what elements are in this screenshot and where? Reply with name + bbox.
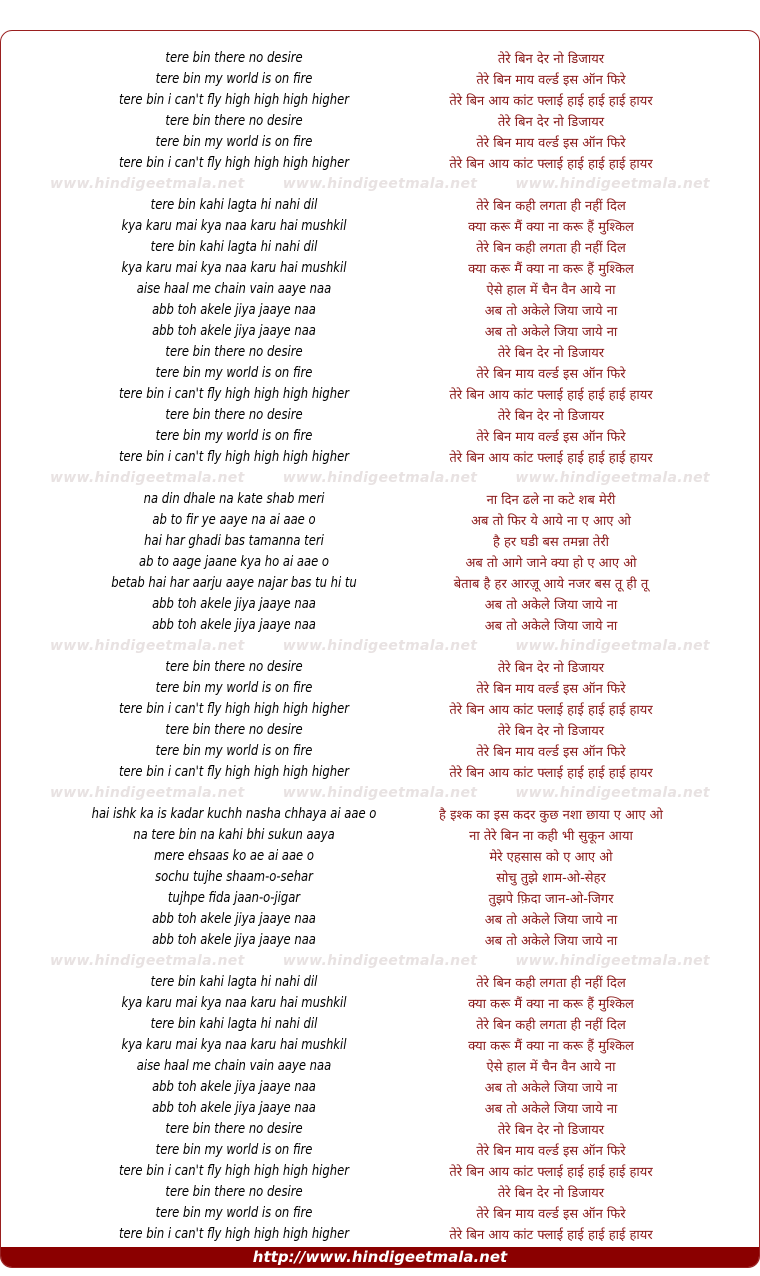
watermark-row <box>1 467 759 488</box>
lyric-devanagari: तेरे बिन माय वर्ल्ड इस ऑन फिरे <box>476 135 626 151</box>
lyric-line <box>1 1181 759 1202</box>
lyric-roman: tujhpe fida jaan-o-jigar <box>167 889 301 906</box>
lyric-roman: tere bin there no desire <box>165 406 303 423</box>
lyric-roman: tere bin kahi lagta hi nahi dil <box>150 196 318 213</box>
watermark-text: www.hindigeetmala.net <box>515 952 710 969</box>
lyric-line <box>1 215 759 236</box>
lyric-line <box>1 1139 759 1160</box>
lyric-devanagari: क्या करू मैं क्या ना करू हैं मुश्किल <box>468 996 634 1012</box>
lyric-devanagari: तेरे बिन आय कांट फ्लाई हाई हाई हाई हायर <box>449 1227 653 1243</box>
watermark-row <box>1 635 759 656</box>
lyric-line <box>1 740 759 761</box>
lyric-roman: abb toh akele jiya jaaye naa <box>152 931 316 948</box>
lyric-roman: tere bin my world is on fire <box>155 364 313 381</box>
lyric-line <box>1 68 759 89</box>
lyric-roman: ab to fir ye aaye na ai aae o <box>152 511 316 528</box>
lyric-line <box>1 551 759 572</box>
lyric-line <box>1 1202 759 1223</box>
lyric-line <box>1 593 759 614</box>
lyric-roman: tere bin my world is on fire <box>155 1204 313 1221</box>
lyric-devanagari: तेरे बिन माय वर्ल्ड इस ऑन फिरे <box>476 1206 626 1222</box>
lyric-devanagari: सोचु तुझे शाम-ओ-सेहर <box>496 870 606 886</box>
lyric-line <box>1 278 759 299</box>
lyric-line <box>1 929 759 950</box>
lyric-roman: tere bin kahi lagta hi nahi dil <box>150 238 318 255</box>
lyric-roman: tere bin kahi lagta hi nahi dil <box>150 973 318 990</box>
lyric-roman: tere bin i can't fly high high high higher <box>119 448 349 465</box>
lyric-line <box>1 89 759 110</box>
lyric-roman: tere bin i can't fly high high high higher <box>119 1162 349 1179</box>
lyric-line <box>1 677 759 698</box>
lyric-roman: tere bin kahi lagta hi nahi dil <box>150 1015 318 1032</box>
lyric-roman: tere bin i can't fly high high high higher <box>119 385 349 402</box>
lyric-line <box>1 383 759 404</box>
lyric-devanagari: तेरे बिन कही लगता ही नहीं दिल <box>476 240 626 256</box>
lyric-roman: tere bin i can't fly high high high higher <box>119 700 349 717</box>
lyric-roman: tere bin i can't fly high high high higher <box>119 763 349 780</box>
lyric-line <box>1 299 759 320</box>
lyric-roman: hai har ghadi bas tamanna teri <box>144 532 324 549</box>
lyric-devanagari: तेरे बिन आय कांट फ्लाई हाई हाई हाई हायर <box>449 702 653 718</box>
lyric-devanagari: तेरे बिन माय वर्ल्ड इस ऑन फिरे <box>476 72 626 88</box>
lyric-devanagari: तेरे बिन कही लगता ही नहीं दिल <box>476 1017 626 1033</box>
lyrics-stanza <box>1 803 759 950</box>
watermark-text: www.hindigeetmala.net <box>50 175 245 192</box>
lyric-devanagari: तेरे बिन देर नो डिजायर <box>497 51 605 67</box>
lyric-devanagari: अब तो अकेले जिया जाये ना <box>484 1080 618 1096</box>
lyric-devanagari: तेरे बिन कही लगता ही नहीं दिल <box>476 198 626 214</box>
watermark-text: www.hindigeetmala.net <box>515 175 710 192</box>
lyric-roman: tere bin my world is on fire <box>155 133 313 150</box>
lyric-roman: na din dhale na kate shab meri <box>143 490 325 507</box>
lyric-devanagari: अब तो अकेले जिया जाये ना <box>484 303 618 319</box>
lyric-roman: aise haal me chain vain aaye naa <box>136 1057 332 1074</box>
lyric-roman: tere bin i can't fly high high high higher <box>119 154 349 171</box>
lyric-devanagari: तेरे बिन देर नो डिजायर <box>497 114 605 130</box>
lyric-devanagari: तेरे बिन आय कांट फ्लाई हाई हाई हाई हायर <box>449 156 653 172</box>
lyric-line <box>1 572 759 593</box>
watermark-text: www.hindigeetmala.net <box>50 952 245 969</box>
lyric-line <box>1 698 759 719</box>
lyric-devanagari: क्या करू मैं क्या ना करू हैं मुश्किल <box>468 1038 634 1054</box>
lyric-roman: tere bin my world is on fire <box>155 742 313 759</box>
lyric-devanagari: तुझपे फ़िदा जान-ओ-जिगर <box>488 891 614 907</box>
lyric-devanagari: तेरे बिन माय वर्ल्ड इस ऑन फिरे <box>476 681 626 697</box>
lyric-roman: abb toh akele jiya jaaye naa <box>152 322 316 339</box>
lyric-line <box>1 257 759 278</box>
lyric-line <box>1 908 759 929</box>
lyric-roman: tere bin i can't fly high high high higher <box>119 1225 349 1242</box>
lyrics-card <box>0 30 760 1268</box>
lyric-devanagari: तेरे बिन आय कांट फ्लाई हाई हाई हाई हायर <box>449 450 653 466</box>
lyric-devanagari: क्या करू मैं क्या ना करू हैं मुश्किल <box>468 219 634 235</box>
lyric-line <box>1 803 759 824</box>
lyric-devanagari: अब तो अकेले जिया जाये ना <box>484 912 618 928</box>
lyric-line <box>1 1097 759 1118</box>
watermark-row <box>1 782 759 803</box>
lyric-line <box>1 446 759 467</box>
watermark-text: www.hindigeetmala.net <box>50 469 245 486</box>
lyric-roman: tere bin my world is on fire <box>155 70 313 87</box>
watermark-text: www.hindigeetmala.net <box>282 469 478 486</box>
lyric-devanagari: तेरे बिन आय कांट फ्लाई हाई हाई हाई हायर <box>449 93 653 109</box>
lyric-devanagari: अब तो अकेले जिया जाये ना <box>484 1101 618 1117</box>
lyric-devanagari: अब तो आगे जाने क्या हो ए आए ओ <box>465 555 637 571</box>
lyric-devanagari: अब तो अकेले जिया जाये ना <box>484 618 618 634</box>
lyric-line <box>1 1223 759 1244</box>
lyric-devanagari: तेरे बिन देर नो डिजायर <box>497 1122 605 1138</box>
lyric-devanagari: तेरे बिन देर नो डिजायर <box>497 660 605 676</box>
lyric-roman: tere bin there no desire <box>165 658 303 675</box>
watermark-text: www.hindigeetmala.net <box>515 784 710 801</box>
lyric-devanagari: तेरे बिन कही लगता ही नहीं दिल <box>476 975 626 991</box>
lyric-line <box>1 362 759 383</box>
lyric-devanagari: तेरे बिन माय वर्ल्ड इस ऑन फिरे <box>476 1143 626 1159</box>
watermark-text: www.hindigeetmala.net <box>282 637 478 654</box>
lyric-roman: abb toh akele jiya jaaye naa <box>152 1099 316 1116</box>
lyric-line <box>1 1160 759 1181</box>
lyric-devanagari: अब तो अकेले जिया जाये ना <box>484 324 618 340</box>
lyric-line <box>1 236 759 257</box>
lyric-devanagari: है इश्क का इस कदर कुछ नशा छाया ए आए ओ <box>439 807 663 823</box>
lyric-roman: abb toh akele jiya jaaye naa <box>152 595 316 612</box>
lyric-roman: tere bin my world is on fire <box>155 1141 313 1158</box>
lyric-devanagari: तेरे बिन माय वर्ल्ड इस ऑन फिरे <box>476 366 626 382</box>
lyric-line <box>1 1076 759 1097</box>
lyric-line <box>1 1055 759 1076</box>
lyric-line <box>1 509 759 530</box>
footer-url-link[interactable]: http://www.hindigeetmala.net <box>1 1247 759 1267</box>
watermark-row <box>1 950 759 971</box>
lyric-devanagari: तेरे बिन आय कांट फ्लाई हाई हाई हाई हायर <box>449 765 653 781</box>
lyric-devanagari: तेरे बिन देर नो डिजायर <box>497 408 605 424</box>
lyric-roman: na tere bin na kahi bhi sukun aaya <box>133 826 335 843</box>
lyric-roman: kya karu mai kya naa karu hai mushkil <box>121 259 347 276</box>
watermark-text: www.hindigeetmala.net <box>515 637 710 654</box>
watermark-text: www.hindigeetmala.net <box>282 952 478 969</box>
lyric-roman: tere bin there no desire <box>165 721 303 738</box>
watermark-text: www.hindigeetmala.net <box>50 637 245 654</box>
lyric-devanagari: तेरे बिन देर नो डिजायर <box>497 345 605 361</box>
lyrics-stanza <box>1 488 759 635</box>
lyric-roman: abb toh akele jiya jaaye naa <box>152 616 316 633</box>
lyric-line <box>1 425 759 446</box>
lyric-roman: ab to aage jaane kya ho ai aae o <box>139 553 329 570</box>
lyric-line <box>1 824 759 845</box>
lyric-roman: aise haal me chain vain aaye naa <box>136 280 332 297</box>
lyric-roman: kya karu mai kya naa karu hai mushkil <box>121 1036 347 1053</box>
lyric-line <box>1 530 759 551</box>
lyric-line <box>1 194 759 215</box>
lyric-line <box>1 320 759 341</box>
lyric-line <box>1 887 759 908</box>
lyric-devanagari: मेरे एहसास को ए आए ओ <box>489 849 613 865</box>
watermark-text: www.hindigeetmala.net <box>50 784 245 801</box>
lyric-line <box>1 656 759 677</box>
lyric-line <box>1 152 759 173</box>
lyric-roman: abb toh akele jiya jaaye naa <box>152 910 316 927</box>
lyric-roman: tere bin i can't fly high high high higher <box>119 91 349 108</box>
lyrics-stanza <box>1 47 759 173</box>
lyric-line <box>1 845 759 866</box>
lyric-line <box>1 1013 759 1034</box>
lyric-roman: mere ehsaas ko ae ai aae o <box>154 847 314 864</box>
watermark-row <box>1 173 759 194</box>
lyric-roman: tere bin there no desire <box>165 343 303 360</box>
lyric-roman: tere bin there no desire <box>165 49 303 66</box>
lyric-devanagari: ना तेरे बिन ना कही भी सुकून आया <box>469 828 633 844</box>
lyric-devanagari: है हर घडी बस तमन्ना तेरी <box>492 534 610 550</box>
lyric-devanagari: तेरे बिन आय कांट फ्लाई हाई हाई हाई हायर <box>449 1164 653 1180</box>
lyric-line <box>1 1118 759 1139</box>
lyric-devanagari: अब तो फिर ये आये ना ए आए ओ <box>471 513 631 529</box>
lyric-roman: abb toh akele jiya jaaye naa <box>152 1078 316 1095</box>
lyric-roman: betab hai har aarju aaye najar bas tu hi tu <box>111 574 357 591</box>
watermark-text: www.hindigeetmala.net <box>282 175 478 192</box>
watermark-text: www.hindigeetmala.net <box>282 784 478 801</box>
lyric-devanagari: ऐसे हाल में चैन वैन आये ना <box>486 282 616 298</box>
lyric-devanagari: तेरे बिन माय वर्ल्ड इस ऑन फिरे <box>476 744 626 760</box>
lyric-roman: kya karu mai kya naa karu hai mushkil <box>121 217 347 234</box>
lyric-line <box>1 761 759 782</box>
watermark-text: www.hindigeetmala.net <box>515 469 710 486</box>
lyric-devanagari: क्या करू मैं क्या ना करू हैं मुश्किल <box>468 261 634 277</box>
lyric-line <box>1 47 759 68</box>
lyric-line <box>1 866 759 887</box>
lyrics-stanza <box>1 971 759 1244</box>
lyric-roman: sochu tujhe shaam-o-sehar <box>155 868 313 885</box>
lyric-roman: tere bin my world is on fire <box>155 427 313 444</box>
lyric-roman: kya karu mai kya naa karu hai mushkil <box>121 994 347 1011</box>
lyric-roman: tere bin there no desire <box>165 1183 303 1200</box>
lyric-devanagari: तेरे बिन देर नो डिजायर <box>497 723 605 739</box>
lyric-line <box>1 404 759 425</box>
lyric-devanagari: अब तो अकेले जिया जाये ना <box>484 933 618 949</box>
lyric-devanagari: अब तो अकेले जिया जाये ना <box>484 597 618 613</box>
lyric-devanagari: तेरे बिन देर नो डिजायर <box>497 1185 605 1201</box>
lyric-line <box>1 341 759 362</box>
lyric-roman: abb toh akele jiya jaaye naa <box>152 301 316 318</box>
lyrics-stanza <box>1 194 759 467</box>
lyric-line <box>1 719 759 740</box>
lyric-devanagari: तेरे बिन आय कांट फ्लाई हाई हाई हाई हायर <box>449 387 653 403</box>
lyric-line <box>1 1034 759 1055</box>
lyrics-body <box>1 47 759 1244</box>
lyric-line <box>1 488 759 509</box>
lyric-devanagari: ना दिन ढले ना कटे शब मेरी <box>486 492 616 508</box>
lyric-line <box>1 131 759 152</box>
lyric-devanagari: ऐसे हाल में चैन वैन आये ना <box>486 1059 616 1075</box>
lyric-line <box>1 992 759 1013</box>
lyric-line <box>1 110 759 131</box>
lyric-line <box>1 614 759 635</box>
lyric-roman: hai ishk ka is kadar kuchh nasha chhaya ai aae o <box>91 805 377 822</box>
lyrics-stanza <box>1 656 759 782</box>
lyric-roman: tere bin there no desire <box>165 112 303 129</box>
lyric-roman: tere bin my world is on fire <box>155 679 313 696</box>
lyric-devanagari: बेताब है हर आरज़ू आये नजर बस तू ही तू <box>453 576 649 592</box>
lyric-roman: tere bin there no desire <box>165 1120 303 1137</box>
lyric-line <box>1 971 759 992</box>
lyric-devanagari: तेरे बिन माय वर्ल्ड इस ऑन फिरे <box>476 429 626 445</box>
